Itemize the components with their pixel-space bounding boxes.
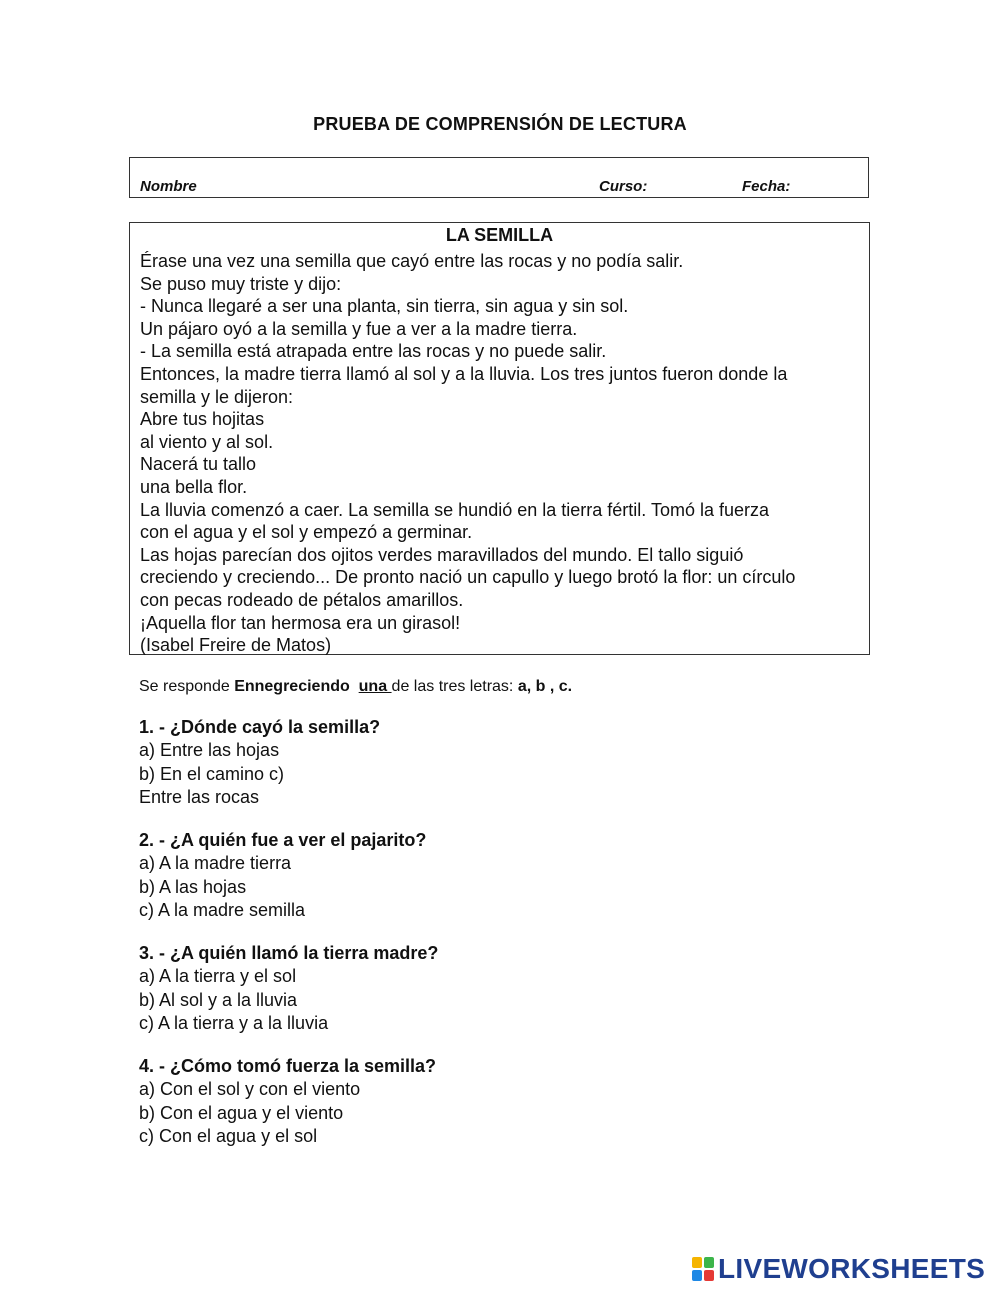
question-1: [139, 715, 859, 810]
answer-option[interactable]: c) A la tierra y a la lluvia: [139, 1013, 329, 1033]
instructions-bold-word: Ennegreciendo: [234, 678, 350, 695]
logo-square: [692, 1257, 702, 1268]
story-line: La lluvia comenzó a caer. La semilla se hundió en la tierra fértil. Tomó la fuerza: [140, 499, 769, 520]
story-line: (Isabel Freire de Matos): [140, 635, 332, 656]
story-line: Érase una vez una semilla que cayó entre las rocas y no podía salir.: [140, 251, 684, 271]
logo-text: LIVEWORKSHEETS: [718, 1253, 986, 1284]
answer-option[interactable]: c) Con el agua y el sol: [139, 1126, 318, 1146]
story-line: Nacerá tu tallo: [140, 454, 257, 475]
answer-option[interactable]: Entre las rocas: [139, 787, 260, 807]
date-label: Fecha:: [742, 178, 791, 195]
instructions: [139, 678, 572, 696]
answer-option[interactable]: b) Al sol y a la lluvia: [139, 989, 298, 1010]
story-line: creciendo y creciendo... De pronto nació un capullo y luego brotó la flor: un círculo: [140, 567, 796, 588]
page-title: PRUEBA DE COMPRENSIÓN DE LECTURA: [313, 114, 687, 134]
question-text: 3. - ¿A quién llamó la tierra madre?: [139, 943, 439, 963]
liveworksheets-logo-icon: [692, 1257, 714, 1281]
question-text: 2. - ¿A quién fue a ver el pajarito?: [139, 830, 427, 850]
story-line: semilla y le dijeron:: [140, 386, 294, 407]
course-label: Curso:: [599, 178, 648, 195]
question-text: 1. - ¿Dónde cayó la semilla?: [139, 717, 381, 737]
question-4: [139, 1054, 859, 1149]
name-label: Nombre: [140, 178, 197, 195]
story-line: Abre tus hojitas: [140, 409, 265, 430]
answer-option[interactable]: b) En el camino c): [139, 763, 285, 784]
answer-option[interactable]: a) Entre las hojas: [139, 740, 280, 760]
logo-square: [704, 1270, 714, 1281]
story-line: con pecas rodeado de pétalos amarillos.: [140, 589, 464, 610]
story-line: Las hojas parecían dos ojitos verdes maravillados del mundo. El tallo siguió: [140, 544, 744, 565]
story-text: [140, 250, 865, 657]
answer-option[interactable]: a) A la tierra y el sol: [139, 966, 297, 986]
question-3: [139, 941, 859, 1036]
question-text: 4. - ¿Cómo tomó fuerza la semilla?: [139, 1056, 437, 1076]
answer-option[interactable]: c) A la madre semilla: [139, 900, 306, 920]
instructions-middle: de las tres letras:: [391, 678, 514, 695]
story-line: ¡Aquella flor tan hermosa era un girasol!: [140, 612, 461, 633]
story-line: - Nunca llegaré a ser una planta, sin tierra, sin agua y sin sol.: [140, 296, 629, 317]
story-line: al viento y al sol.: [140, 431, 274, 452]
story-box: [129, 222, 870, 655]
answer-option[interactable]: b) Con el agua y el viento: [139, 1102, 344, 1123]
story-title: LA SEMILLA: [445, 225, 554, 245]
answer-option[interactable]: a) A la madre tierra: [139, 853, 292, 873]
story-line: con el agua y el sol y empezó a germinar.: [140, 522, 473, 543]
instructions-prefix: Se responde: [139, 678, 235, 695]
liveworksheets-logo: [692, 1254, 985, 1284]
instructions-underlined-word: una: [358, 678, 392, 695]
instructions-letters: a, b , c.: [513, 678, 573, 695]
answer-option[interactable]: a) Con el sol y con el viento: [139, 1079, 361, 1099]
answer-option[interactable]: b) A las hojas: [139, 876, 247, 897]
logo-square: [692, 1270, 702, 1281]
story-line: una bella flor.: [140, 476, 248, 497]
story-line: Un pájaro oyó a la semilla y fue a ver a la madre tierra.: [140, 318, 578, 339]
story-line: - La semilla está atrapada entre las rocas y no puede salir.: [140, 341, 607, 362]
logo-square: [704, 1257, 714, 1268]
story-line: Entonces, la madre tierra llamó al sol y a la lluvia. Los tres juntos fueron donde la: [140, 363, 788, 384]
student-info-box: [129, 157, 869, 198]
question-2: [139, 828, 859, 923]
story-line: Se puso muy triste y dijo:: [140, 273, 342, 294]
